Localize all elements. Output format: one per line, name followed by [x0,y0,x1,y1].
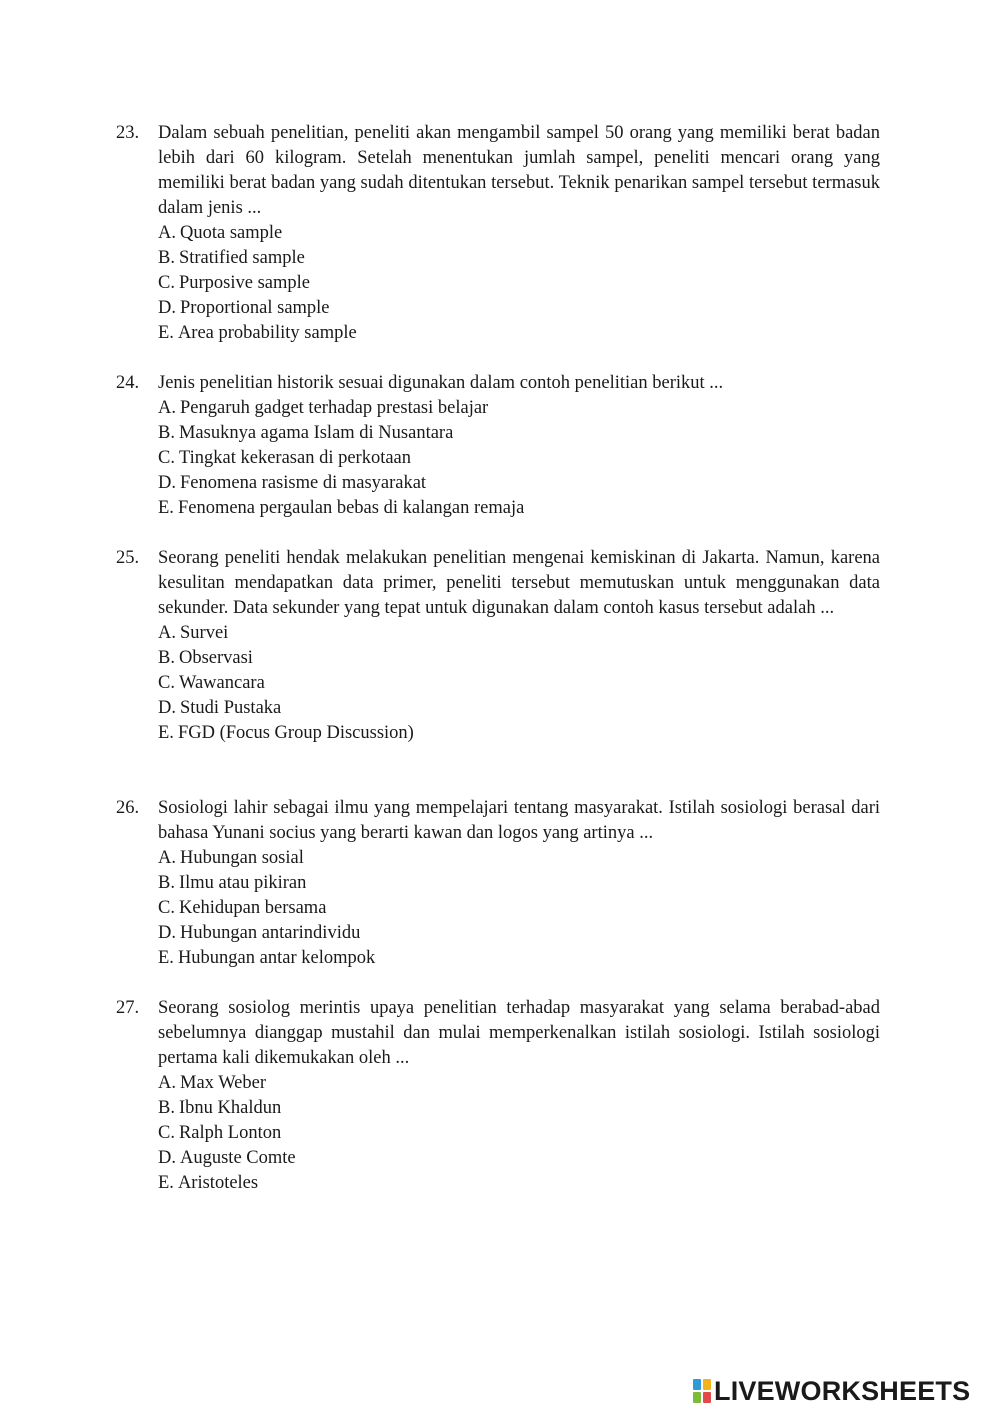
question-text: Seorang sosiolog merintis upaya penelitian terhadap masyarakat yang selama berabad-abad sebelumnya dianggap mustahil dan mulai memperkenalkan istilah sosiologi. Istilah sosiologi pertama kali dikemukakan oleh ... [158,998,880,1068]
question-number: 26. [116,798,140,818]
option-letter: A. [158,623,176,643]
liveworksheets-grid-icon [693,1379,711,1403]
question-number: 27. [116,998,140,1018]
option-text: Observasi [178,648,253,668]
option-letter: B. [158,423,175,443]
option-text: Proportional sample [180,298,330,318]
option-letter: B. [158,873,175,893]
answer-option[interactable] [158,246,880,271]
answer-option[interactable] [158,1071,880,1096]
question-number: 25. [116,548,140,568]
option-text: Pengaruh gadget terhadap prestasi belajar [180,398,489,418]
logo-square-yellow [703,1379,711,1390]
answer-option[interactable] [158,846,880,871]
option-text: Quota sample [180,223,283,243]
option-text: Hubungan antar kelompok [177,948,376,968]
question-text: Seorang peneliti hendak melakukan penelitian mengenai kemiskinan di Jakarta. Namun, karena kesulitan mendapatkan data primer, peneliti tersebut memutuskan untuk menggunakan data sekunder. Data sekunder yang tepat untuk digunakan dalam contoh kasus tersebut adalah ... [158,548,880,618]
question-number: 23. [116,123,140,143]
question-27 [116,996,880,1196]
answer-option[interactable] [158,1171,880,1196]
option-letter: B. [158,248,175,268]
question-text: Dalam sebuah penelitian, peneliti akan mengambil sampel 50 orang yang memiliki berat badan lebih dari 60 kilogram. Setelah menentukan jumlah sampel, peneliti mencari orang yang memiliki berat badan yang sudah ditentukan tersebut. Teknik penarikan sampel tersebut termasuk dalam jenis ... [158,123,880,218]
option-letter: D. [158,698,176,718]
option-letter: A. [158,223,176,243]
option-letter: D. [158,1148,176,1168]
option-letter: C. [158,673,175,693]
answer-option[interactable] [158,446,880,471]
answer-option[interactable] [158,221,880,246]
answer-option[interactable] [158,671,880,696]
option-text: Tingkat kekerasan di perkotaan [178,448,412,468]
option-text: Area probability sample [177,323,357,343]
option-letter: C. [158,273,175,293]
option-letter: D. [158,473,176,493]
answer-option[interactable] [158,321,880,346]
answer-option[interactable] [158,1096,880,1121]
option-letter: B. [158,1098,175,1118]
option-text: Hubungan sosial [180,848,304,868]
answer-option[interactable] [158,921,880,946]
answer-option[interactable] [158,946,880,971]
question-25 [116,546,880,746]
question-26 [116,796,880,971]
question-number: 24. [116,373,140,393]
answer-option[interactable] [158,421,880,446]
question-23 [116,121,880,346]
logo-text: LIVEWORKSHEETS [714,1376,971,1406]
option-letter: C. [158,448,175,468]
option-letter: A. [158,1073,176,1093]
answer-option[interactable] [158,496,880,521]
option-text: Hubungan antarindividu [180,923,361,943]
option-letter: E. [158,498,174,518]
option-letter: A. [158,848,176,868]
answer-option[interactable] [158,1121,880,1146]
option-text: Masuknya agama Islam di Nusantara [178,423,454,443]
answer-option[interactable] [158,1146,880,1171]
option-letter: E. [158,1173,174,1193]
option-text: Wawancara [178,673,265,693]
option-letter: E. [158,948,174,968]
answer-option[interactable] [158,271,880,296]
option-text: Survei [180,623,229,643]
answer-option[interactable] [158,471,880,496]
logo-square-red [703,1392,711,1403]
option-letter: E. [158,723,174,743]
answer-option[interactable] [158,721,880,746]
option-text: Ibnu Khaldun [178,1098,282,1118]
option-letter: D. [158,298,176,318]
option-text: Stratified sample [178,248,305,268]
option-text: Auguste Comte [180,1148,296,1168]
answer-option[interactable] [158,896,880,921]
answer-option[interactable] [158,871,880,896]
question-text: Sosiologi lahir sebagai ilmu yang mempelajari tentang masyarakat. Istilah sosiologi berasal dari bahasa Yunani socius yang berarti kawan dan logos yang artinya ... [158,798,880,843]
answer-option[interactable] [158,696,880,721]
option-text: Ilmu atau pikiran [178,873,307,893]
option-text: Max Weber [180,1073,267,1093]
logo-square-green [693,1392,701,1403]
question-24 [116,371,880,521]
option-text: Kehidupan bersama [178,898,327,918]
answer-option[interactable] [158,296,880,321]
option-letter: D. [158,923,176,943]
option-letter: E. [158,323,174,343]
option-text: Fenomena pergaulan bebas di kalangan remaja [177,498,525,518]
liveworksheets-logo [693,1378,970,1404]
option-text: Fenomena rasisme di masyarakat [180,473,427,493]
option-text: Ralph Lonton [178,1123,282,1143]
logo-square-blue [693,1379,701,1390]
option-letter: A. [158,398,176,418]
answer-option[interactable] [158,646,880,671]
option-text: Studi Pustaka [180,698,282,718]
option-letter: C. [158,898,175,918]
option-letter: C. [158,1123,175,1143]
question-text: Jenis penelitian historik sesuai digunakan dalam contoh penelitian berikut ... [158,373,724,393]
option-text: Aristoteles [177,1173,259,1193]
answer-option[interactable] [158,396,880,421]
answer-option[interactable] [158,621,880,646]
option-text: FGD (Focus Group Discussion) [177,723,414,743]
option-letter: B. [158,648,175,668]
option-text: Purposive sample [178,273,310,293]
